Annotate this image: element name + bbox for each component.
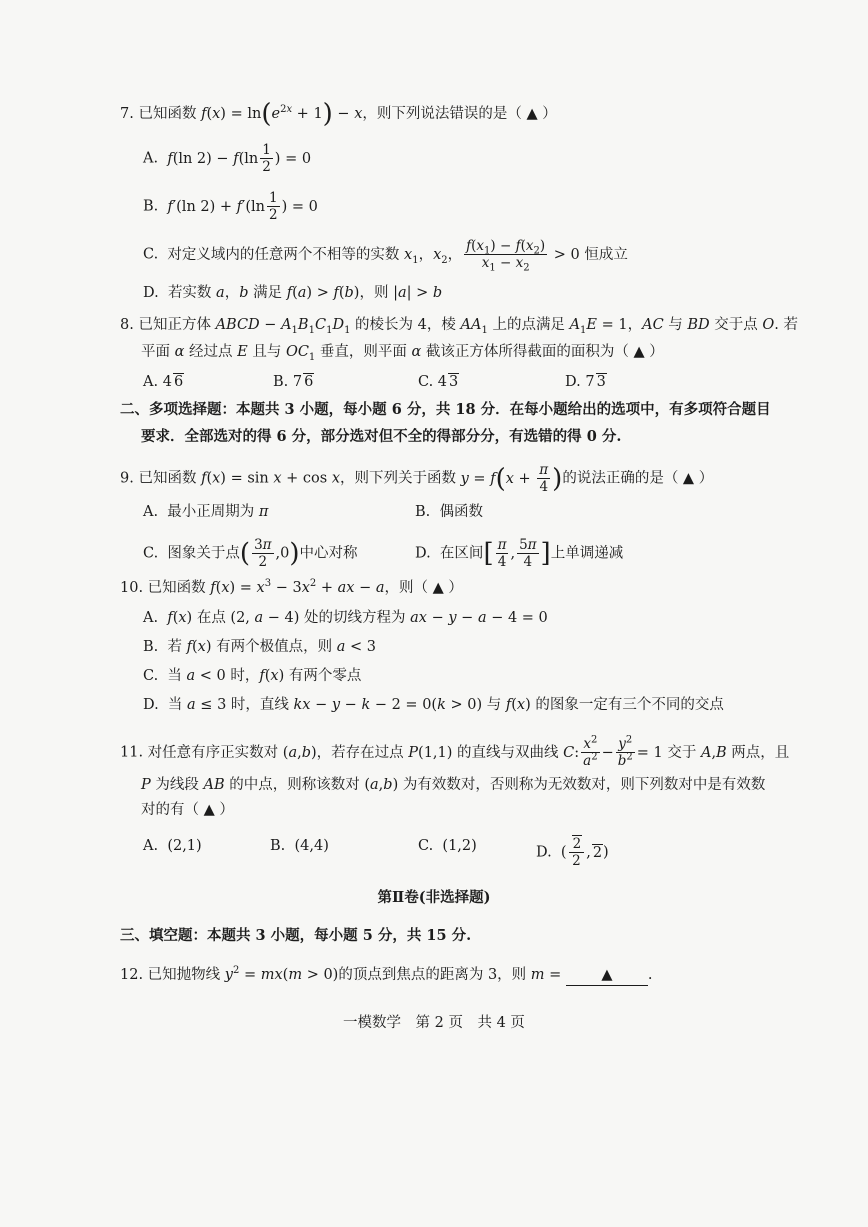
- option-text: 对定义域内的任意两个不相等的实数 $x_1$，$x_2$， $\frac{f(x_1) - f(x_2)}{x_1 - x_2}$ > 0 恒成立: [167, 238, 628, 274]
- question-text: 已知函数 $f(x) = x^3 - 3x^2$ + ax − a，则（ ▲ ）: [147, 578, 463, 596]
- part-2-title: 第Ⅱ卷(非选择题): [377, 889, 491, 906]
- answer-blank[interactable]: ▲: [566, 965, 648, 986]
- question-number: 7.: [120, 106, 134, 122]
- question-text: 的顶点到焦点的距离为 3，则: [338, 967, 527, 983]
- question-text: 已知函数: [138, 106, 197, 122]
- option-c: C. 图象关于点( $\frac{3\pi}{2}$ ,0)中心对称: [143, 537, 358, 570]
- question-11-stem-line2: P 为线段 AB 的中点，则称该数对 (a,b) 为有效数对，否则称为无效数对，则下列数对中是有效数: [141, 777, 766, 793]
- option-b: B. (4,4): [270, 838, 329, 854]
- question-text: ，则下列关于函数: [340, 470, 457, 487]
- formula: f(x) = sin x + cos x: [201, 470, 341, 487]
- question-number: 11.: [120, 744, 144, 761]
- question-10-option-b: B. 若 f(x) 有两个极值点，则 a < 3: [143, 639, 376, 655]
- formula: $y^2 = mx(m > 0)$: [224, 965, 339, 983]
- question-text: 的说法正确的是（ ▲ ）: [562, 470, 714, 487]
- question-7-option-a: [143, 142, 311, 175]
- question-text: 已知函数: [138, 470, 197, 487]
- question-7-option-c: [143, 238, 628, 274]
- question-11-stem-line3: 对的有（ ▲ ）: [141, 802, 234, 818]
- option-d: D. ( $\frac{2}{2}$ , 2): [536, 836, 609, 869]
- question-number: 12.: [120, 967, 144, 983]
- section-2-heading-line2: 要求．全部选对的得 6 分，部分选对但不全的得部分分，有选错的得 0 分.: [141, 428, 622, 445]
- question-12-stem: 12. 已知抛物线 $y^2 = mx(m > 0)$的顶点到焦点的距离为 3，则 m = ▲ .: [120, 965, 653, 986]
- section-3-heading: 三、填空题：本题共 3 小题，每小题 5 分，共 15 分.: [120, 927, 472, 944]
- page-footer: 一模数学 第 2 页 共 4 页: [343, 1015, 525, 1031]
- question-number: 10.: [120, 580, 144, 596]
- question-text: 已知抛物线: [147, 967, 221, 983]
- question-7-option-b: [143, 190, 318, 223]
- question-9-stem: [120, 462, 713, 495]
- option-label: B.: [143, 198, 159, 215]
- option-formula: f′(ln 2) + f′(ln $\frac{1}{2}$ ) = 0: [167, 190, 318, 223]
- question-8-stem-line2: 平面 α 经过点 E 且与 $OC_1$ 垂直，则平面 α 截该正方体所得截面的面积为（ ▲ ）: [141, 344, 664, 363]
- question-10-option-c: C. 当 a < 0 时，f(x) 有两个零点: [143, 668, 362, 684]
- question-8-stem: [120, 315, 798, 335]
- question-text: 已知正方体 ABCD − $A_1B_1C_1D_1$ 的棱长为 4，棱 $AA_1$ 上的点满足 $A_1E = 1$，AC 与 BD 交于点 O. 若: [138, 317, 799, 336]
- question-number: 9.: [120, 470, 134, 487]
- option-d: D. 7 3: [565, 374, 606, 390]
- question-7-stem: [120, 99, 557, 129]
- option-a: A. 最小正周期为 π: [143, 504, 269, 520]
- question-10-stem: [120, 578, 463, 598]
- question-text: 对任意有序正实数对 (a,b)，若存在过点 P(1,1) 的直线与双曲线 C: $\frac{x^2}{a^2}$ − $\frac{y^2}{b^2}$ = 1 交于 A,B 两点，且: [147, 734, 790, 769]
- question-10-option-d: D. 当 a ≤ 3 时，直线 kx − y − k − 2 = 0(k > 0) 与 f(x) 的图象一定有三个不同的交点: [143, 697, 724, 713]
- question-text: ，则下列说法错误的是（ ▲ ）: [362, 106, 557, 122]
- formula: $f(x) = \ln(e^{2x} + 1) - x$: [201, 99, 363, 129]
- option-b: B. 偶函数: [415, 504, 483, 520]
- option-a: A. (2,1): [143, 838, 202, 854]
- option-label: C.: [143, 246, 159, 263]
- formula: y = f(x + $\frac{\pi}{4}$ ): [460, 462, 563, 495]
- option-c: C. 4 3: [418, 374, 459, 390]
- option-formula: f(ln 2) − f(ln $\frac{1}{2}$ ) = 0: [167, 142, 312, 175]
- option-d: D. 在区间[ $\frac{\pi}{4}$ , $\frac{5\pi}{4}$ ]上单调递减: [415, 537, 624, 570]
- option-text: 若实数 a，b 满足 f(a) > f(b)，则 |a| > b: [167, 285, 443, 301]
- question-11-stem: [120, 736, 789, 769]
- option-a: A. 4 6: [143, 374, 184, 390]
- option-c: C. (1,2): [418, 838, 477, 854]
- option-b: B. 7 6: [273, 374, 314, 390]
- question-10-option-a: A. f(x) 在点 (2, a − 4) 处的切线方程为 ax − y − a − 4 = 0: [143, 610, 548, 626]
- section-2-heading: 二、多项选择题：本题共 3 小题，每小题 6 分，共 18 分．在每小题给出的选项中，有多项符合题目: [120, 401, 771, 418]
- option-label: D.: [143, 285, 159, 301]
- question-number: 8.: [120, 317, 134, 333]
- question-7-option-d: [143, 283, 442, 303]
- option-label: A.: [143, 150, 159, 167]
